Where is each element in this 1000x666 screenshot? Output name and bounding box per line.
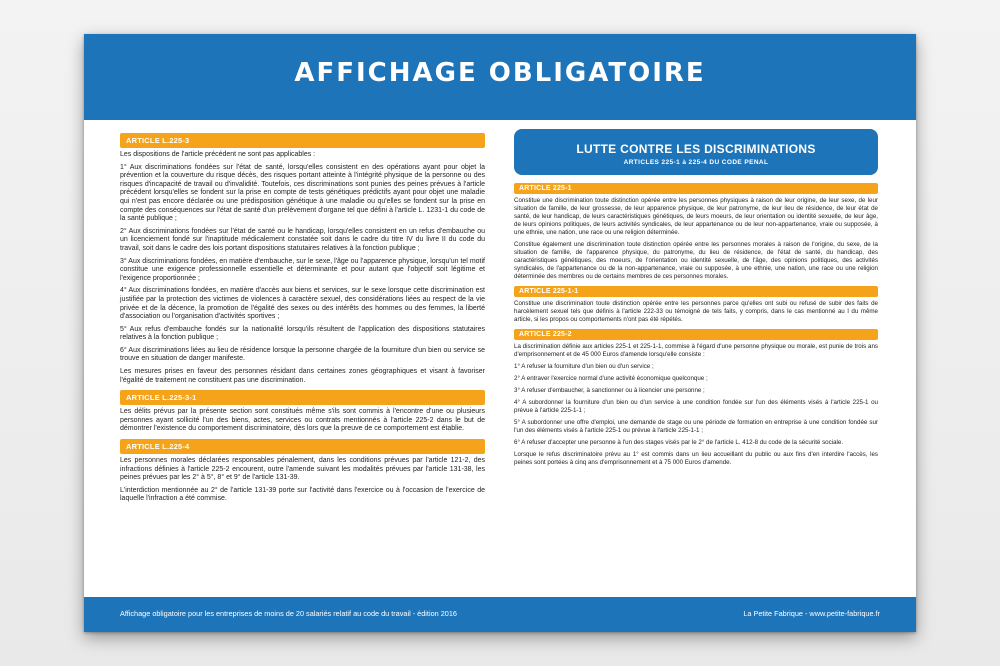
article-label: ARTICLE 225-1-1 [514,286,878,297]
article-paragraph: 4° A subordonner la fourniture d'un bien ou d'un service à une condition fondée sur l'un des éléments visés à l'article 225-1 ou prévue à l'article 225-1-1 ; [514,399,878,414]
article-paragraph: 3° A refuser d'embaucher, à sanctionner ou à licencier une personne ; [514,387,705,394]
article-paragraph: Constitue une discrimination toute distinction opérée entre les personnes parce qu'elles ont subi ou refusé de subir des faits de harcèlement sexuel tels que définis à l'article 222-33 ou témoigné de tels faits, y compris, dans le cas mentionné au I du même article, si les propos ou comportements n'ont pas été répétés. [514,300,878,323]
article-paragraph: La discrimination définie aux articles 225-1 et 225-1-1, commise à l'égard d'une personne physique ou morale, est punie de trois ans d'emprisonnement et de 45 000 Euros d'amende lorsqu'elle consiste : [514,343,878,358]
article-paragraph: Constitue également une discrimination toute distinction opérée entre les personnes morales à raison de l'origine, du sexe, de la situation de famille, de l'apparence physique, du patronyme, du lieu de résidence, de l'état de santé, du handicap, des caractéristiques génétiques, des moeurs, de l'orientation ou identité sexuelle, de l'âge, des opinions politiques, des activités syndicales, de l'appartenance ou de la non-appartenance, vraie ou supposée, à une ethnie, une nation, une race ou une religion déterminée des membres ou de certains membres de ces personnes morales. [514,241,878,280]
article-paragraph: 2° A entraver l'exercice normal d'une activité économique quelconque ; [514,375,708,382]
article-label: ARTICLE L.225-3-1 [120,390,485,405]
article-paragraph: Constitue une discrimination toute distinction opérée entre les personnes physiques à raison de leur origine, de leur sexe, de leur situation de famille, de leur grossesse, de leur apparence physique, de leur patronyme, de leur lieu de résidence, de leur état de santé, de leur handicap, de leurs caractéristiques génétiques, de leurs moeurs, de leur orientation ou identité sexuelle, de leur âge, de leurs opinions politiques, de leurs activités syndicales, de leur appartenance ou de leur non-appartenance, vraie ou supposée, à une ethnie, une nation, une race ou une religion déterminée. [514,197,878,236]
article-paragraph: 4° Aux discriminations fondées, en matière d'accès aux biens et services, sur le sexe lorsque cette discrimination est justifiée par la protection des victimes de violences à caractère sexuel, des considérations liées au respect de la vie privée et de la décence, la promotion de l'égalité des sexes ou des intérêts des hommes ou des femmes, la liberté d'association ou l'organisation d'activités sportives ; [120,287,485,321]
article-paragraph: Les délits prévus par la présente section sont constitués même s'ils sont commis à l'encontre d'une ou plusieurs personnes ayant sollicité l'un des biens, actes, services ou contrats mentionnés à l'article 225-2 dans le but de démontrer l'existence du comportement discriminatoire, dès lors que la preuve de ce comportement est établie. [120,408,485,433]
article-paragraph: 6° A refuser d'accepter une personne à l'un des stages visés par le 2° de l'article L. 412-8 du code de la sécurité sociale. [514,439,844,446]
footer-publisher-text: La Petite Fabrique - www.petite-fabrique.fr [743,609,880,618]
article-label: ARTICLE 225-1 [514,183,878,194]
article-paragraph: 3° Aux discriminations fondées, en matière d'embauche, sur le sexe, l'âge ou l'apparence physique, lorsqu'un tel motif constitue une exigence professionnelle essentielle et déterminante et pour autant que l'objectif soit légitime et l'exigence proportionnée ; [120,257,485,282]
article-paragraph: 1° Aux discriminations fondées sur l'état de santé, lorsqu'elles consistent en des opérations ayant pour objet la prévention et la couverture du risque décès, des risques portant atteinte à l'intégrité physique de la personne ou des risques d'incapacité de travail ou d'invalidité. Toutefois, ces discriminations sont punies des peines prévues à l'article précédent lorsqu'elles se fondent sur la prise en compte de tests génétiques prédictifs ayant pour objet une maladie qui n'est pas encore déclarée ou une prédisposition génétique à une maladie ou qu'elles se fondent sur la prise en compte des conséquences sur l'état de santé d'un prélèvement d'organe tel que défini à l'article L. 1231-1 du code de la santé publique ; [120,163,485,223]
article-label: ARTICLE 225-2 [514,329,878,340]
poster-footer [84,597,916,632]
poster-title: AFFICHAGE OBLIGATOIRE [294,58,706,88]
footer-edition-text: Affichage obligatoire pour les entreprises de moins de 20 salariés relatif au code du travail - édition 2016 [120,609,457,618]
article-paragraph: 5° Aux refus d'embauche fondés sur la nationalité lorsqu'ils résultent de l'application des dispositions statutaires relatives à la fonction publique ; [120,325,485,342]
right-column [514,128,878,471]
article-paragraph: Les personnes morales déclarées responsables pénalement, dans les conditions prévues par l'article 121-2, des infractions définies à l'article 225-2 encourent, outre l'amende suivant les modalités prévues par l'article 131-38, les peines prévues par les 2° à 5°, 8° et 9° de l'article 131-39. [120,457,485,482]
article-paragraph: 1° A refuser la fourniture d'un bien ou d'un service ; [514,363,654,370]
poster [84,34,916,632]
article-label: ARTICLE L.225-3 [120,133,485,148]
article-paragraph: 5° A subordonner une offre d'emploi, une demande de stage ou une période de formation en entreprise à une condition fondée sur l'un des éléments visés à l'article 225-1 ou prévue à l'article 225-1-1 ; [514,419,878,434]
article-paragraph: Les dispositions de l'article précédent ne sont pas applicables : [120,151,316,158]
poster-header [84,34,916,120]
left-column [120,128,485,508]
article-paragraph: 6° Aux discriminations liées au lieu de résidence lorsque la personne chargée de la fourniture d'un bien ou service se trouve en situation de danger manifeste. [120,346,485,363]
article-paragraph: Lorsque le refus discriminatoire prévu au 1° est commis dans un lieu accueillant du public ou aux fins d'en interdire l'accès, les peines sont portées à cinq ans d'emprisonnement et à 75 000 Euros d'amende. [514,451,878,466]
article-paragraph: 2° Aux discriminations fondées sur l'état de santé ou le handicap, lorsqu'elles consistent en un refus d'embauche ou un licenciement fondé sur l'inaptitude médicalement constatée soit dans le cadre du titre IV du livre II du code du travail, soit dans le cadre des lois portant dispositions statutaires relatives à la fonction publique ; [120,227,485,252]
article-paragraph: Les mesures prises en faveur des personnes résidant dans certaines zones géographiques et visant à favoriser l'égalité de traitement ne constituent pas une discrimination. [120,368,485,384]
box-subtitle: ARTICLES 225-1 à 225-4 DU CODE PENAL [623,159,769,166]
article-label: ARTICLE L.225-4 [120,439,485,454]
box-title: LUTTE CONTRE LES DISCRIMINATIONS [576,142,816,156]
discrimination-title-box [514,129,878,175]
article-paragraph: L'interdiction mentionnée au 2° de l'article 131-39 porte sur l'activité dans l'exercice ou à l'occasion de l'exercice de laquelle l'infraction a été commise. [120,486,485,503]
